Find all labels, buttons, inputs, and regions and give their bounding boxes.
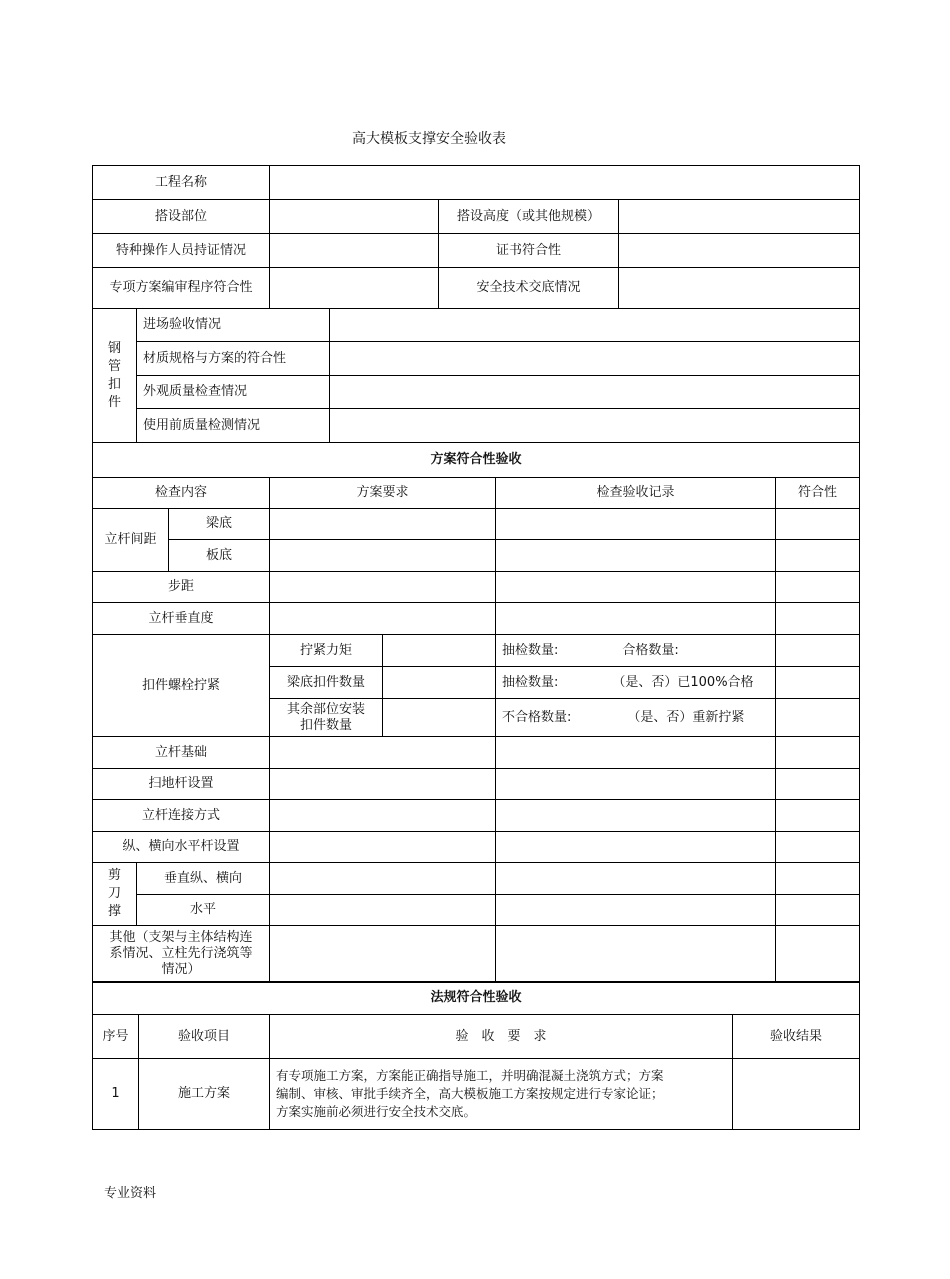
pole-base-record-field[interactable] — [496, 737, 776, 769]
safety-brief-label: 安全技术交底情况 — [439, 268, 619, 309]
beam-fastener-field[interactable] — [383, 667, 496, 699]
operator-cert-label: 特种操作人员持证情况 — [93, 234, 270, 268]
brace-horizontal-label: 水平 — [137, 895, 270, 926]
other-label: 其他（支架与主体结构连 系情况、立柱先行浇筑等 情况） — [93, 926, 270, 983]
step-conform-field[interactable] — [776, 572, 860, 603]
row-requirement: 有专项施工方案，方案能正确指导施工，并明确混凝土浇筑方式；方案 编制、审核、审批手续齐全，高大模板施工方案按规定进行专家论证； 方案实施前必须进行安全技术交底。 — [270, 1059, 733, 1130]
safety-brief-field[interactable] — [619, 268, 860, 309]
plan-section-title: 方案符合性验收 — [93, 443, 860, 478]
erect-height-field[interactable] — [619, 200, 860, 234]
other-record-field[interactable] — [496, 926, 776, 983]
pole-spacing-label: 立杆间距 — [93, 509, 169, 572]
pole-base-plan-field[interactable] — [270, 737, 496, 769]
beam-bottom-plan-field[interactable] — [270, 509, 496, 540]
brace-horizontal-plan-field[interactable] — [270, 895, 496, 926]
header-check-content: 检查内容 — [93, 478, 270, 509]
plan-review-label: 专项方案编审程序符合性 — [93, 268, 270, 309]
basic-info-table — [92, 165, 860, 443]
pipe-item-field[interactable] — [330, 376, 860, 409]
pole-connect-conform-field[interactable] — [776, 800, 860, 832]
pole-connect-record-field[interactable] — [496, 800, 776, 832]
pole-base-label: 立杆基础 — [93, 737, 270, 769]
horizontal-rod-label: 纵、横向水平杆设置 — [93, 832, 270, 863]
beam-fastener-label: 梁底扣件数量 — [270, 667, 383, 699]
other-plan-field[interactable] — [270, 926, 496, 983]
header-requirement: 验 收 要 求 — [270, 1015, 733, 1059]
law-section-title: 法规符合性验收 — [93, 982, 860, 1015]
brace-vertical-label: 垂直纵、横向 — [137, 863, 270, 895]
erect-height-label: 搭设高度（或其他规模） — [439, 200, 619, 234]
sweep-rod-plan-field[interactable] — [270, 769, 496, 800]
brace-horizontal-record-field[interactable] — [496, 895, 776, 926]
pipe-item-label: 外观质量检查情况 — [137, 376, 330, 409]
torque-field[interactable] — [383, 635, 496, 667]
cert-conform-field[interactable] — [619, 234, 860, 268]
header-plan-requirement: 方案要求 — [270, 478, 496, 509]
sweep-rod-label: 扫地杆设置 — [93, 769, 270, 800]
beam-bottom-label: 梁底 — [169, 509, 270, 540]
torque-label: 拧紧力矩 — [270, 635, 383, 667]
brace-horizontal-conform-field[interactable] — [776, 895, 860, 926]
other-fastener-field[interactable] — [383, 699, 496, 737]
erect-location-label: 搭设部位 — [93, 200, 270, 234]
beam-fastener-record: 抽检数量: （是、否）已100%合格 — [496, 667, 776, 699]
pole-vertical-plan-field[interactable] — [270, 603, 496, 635]
pipe-item-field[interactable] — [330, 309, 860, 342]
bolt-tighten-label: 扣件螺栓拧紧 — [93, 635, 270, 737]
law-conformity-table — [92, 981, 860, 1130]
scissor-brace-label: 剪 刀 撑 — [93, 863, 137, 926]
steel-pipe-group-label: 钢 管 扣 件 — [93, 309, 137, 443]
other-fastener-record: 不合格数量: （是、否）重新拧紧 — [496, 699, 776, 737]
operator-cert-field[interactable] — [270, 234, 439, 268]
step-label: 步距 — [93, 572, 270, 603]
header-item: 验收项目 — [139, 1015, 270, 1059]
erect-location-field[interactable] — [270, 200, 439, 234]
header-conformity: 符合性 — [776, 478, 860, 509]
project-name-label: 工程名称 — [93, 166, 270, 200]
pipe-item-label: 材质规格与方案的符合性 — [137, 342, 330, 376]
sweep-rod-conform-field[interactable] — [776, 769, 860, 800]
beam-fastener-conform-field[interactable] — [776, 667, 860, 699]
pipe-item-field[interactable] — [330, 342, 860, 376]
plan-review-field[interactable] — [270, 268, 439, 309]
row-item: 施工方案 — [139, 1059, 270, 1130]
project-name-field[interactable] — [270, 166, 860, 200]
brace-vertical-plan-field[interactable] — [270, 863, 496, 895]
header-check-record: 检查验收记录 — [496, 478, 776, 509]
pole-base-conform-field[interactable] — [776, 737, 860, 769]
document-title: 高大模板支撑安全验收表 — [352, 131, 506, 147]
torque-record: 抽检数量: 合格数量: — [496, 635, 776, 667]
horizontal-rod-plan-field[interactable] — [270, 832, 496, 863]
slab-bottom-plan-field[interactable] — [270, 540, 496, 572]
pipe-item-label: 进场验收情况 — [137, 309, 330, 342]
slab-bottom-conform-field[interactable] — [776, 540, 860, 572]
cert-conform-label: 证书符合性 — [439, 234, 619, 268]
other-fastener-label: 其余部位安装 扣件数量 — [270, 699, 383, 737]
brace-vertical-record-field[interactable] — [496, 863, 776, 895]
other-conform-field[interactable] — [776, 926, 860, 983]
pole-vertical-conform-field[interactable] — [776, 603, 860, 635]
pipe-item-label: 使用前质量检测情况 — [137, 409, 330, 443]
torque-conform-field[interactable] — [776, 635, 860, 667]
pole-vertical-label: 立杆垂直度 — [93, 603, 270, 635]
other-fastener-conform-field[interactable] — [776, 699, 860, 737]
brace-vertical-conform-field[interactable] — [776, 863, 860, 895]
plan-conformity-table — [92, 442, 860, 983]
horizontal-rod-conform-field[interactable] — [776, 832, 860, 863]
pipe-item-field[interactable] — [330, 409, 860, 443]
slab-bottom-label: 板底 — [169, 540, 270, 572]
slab-bottom-record-field[interactable] — [496, 540, 776, 572]
header-index: 序号 — [93, 1015, 139, 1059]
step-record-field[interactable] — [496, 572, 776, 603]
horizontal-rod-record-field[interactable] — [496, 832, 776, 863]
sweep-rod-record-field[interactable] — [496, 769, 776, 800]
pole-connect-plan-field[interactable] — [270, 800, 496, 832]
footer-note: 专业资料 — [104, 1186, 157, 1201]
pole-connect-label: 立杆连接方式 — [93, 800, 270, 832]
row-index: 1 — [93, 1059, 139, 1130]
row-result-field[interactable] — [733, 1059, 860, 1130]
beam-bottom-conform-field[interactable] — [776, 509, 860, 540]
beam-bottom-record-field[interactable] — [496, 509, 776, 540]
pole-vertical-record-field[interactable] — [496, 603, 776, 635]
step-plan-field[interactable] — [270, 572, 496, 603]
header-result: 验收结果 — [733, 1015, 860, 1059]
